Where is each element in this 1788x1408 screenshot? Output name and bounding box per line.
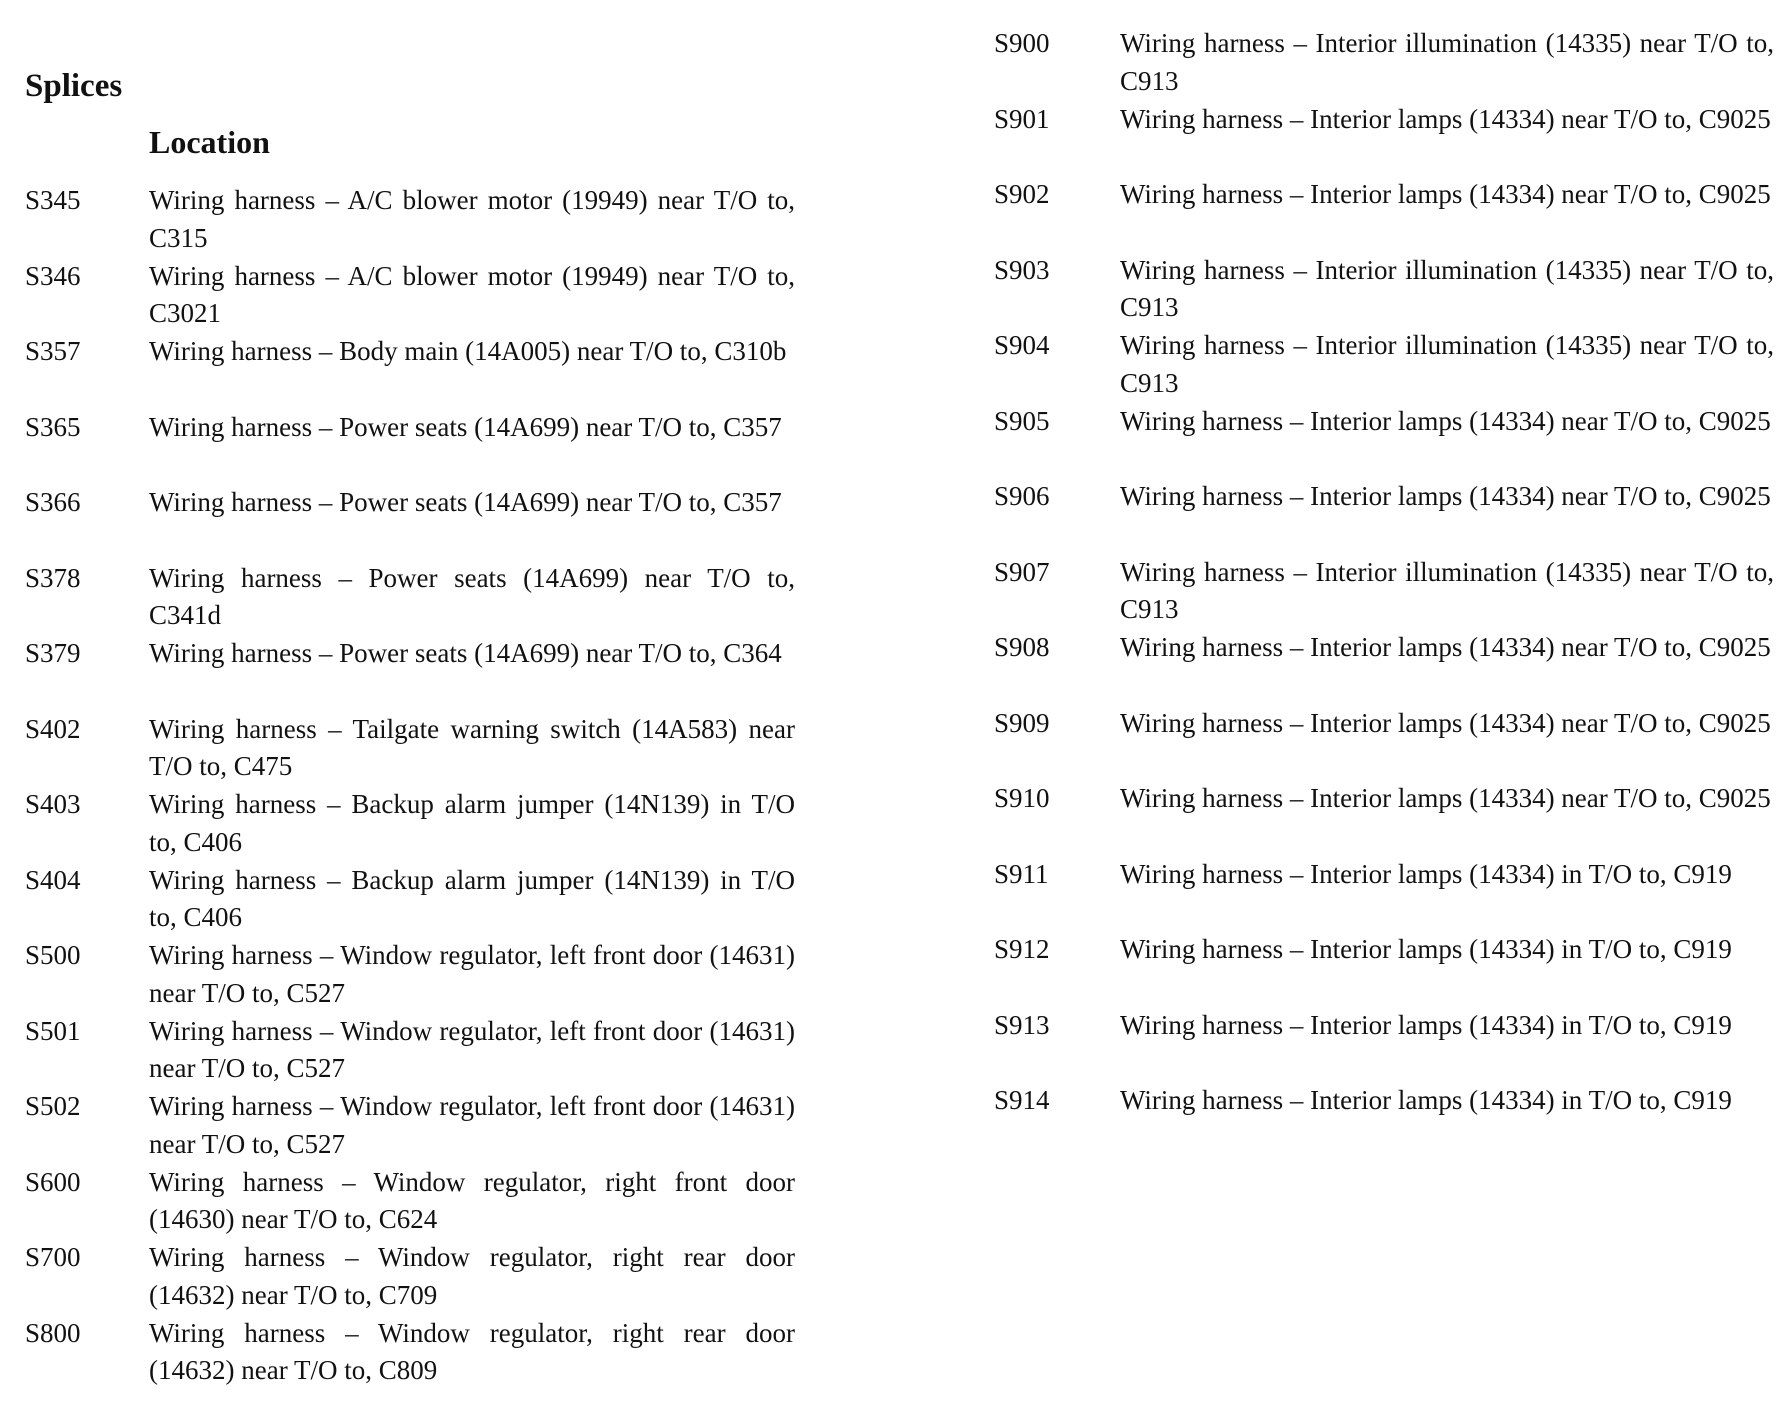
splice-entry — [994, 856, 1774, 932]
splice-entry — [25, 635, 795, 711]
splice-entry — [25, 409, 795, 485]
splice-id: S913 — [994, 1009, 1050, 1040]
splice-id: S345 — [25, 185, 81, 215]
splice-id: S905 — [994, 405, 1050, 436]
splice-location: Wiring harness – Interior lamps (14334) in T/O to, C919 — [1120, 934, 1732, 964]
splice-id: S379 — [25, 638, 81, 668]
splice-entry — [25, 1013, 795, 1089]
splice-entry — [25, 182, 795, 258]
splice-entry — [994, 629, 1774, 705]
splice-entry — [25, 1315, 795, 1391]
splice-id: S600 — [25, 1166, 81, 1197]
splice-entry — [25, 786, 795, 862]
splice-id: S902 — [994, 179, 1050, 209]
splice-id: S366 — [25, 487, 81, 517]
splice-location: Wiring harness – Window regulator, left front door (14631) near T/O to, C527 — [149, 1015, 795, 1084]
splice-entry — [25, 333, 795, 409]
splice-id: S402 — [25, 713, 81, 744]
splice-location: Wiring harness – A/C blower motor (19949) near T/O to, C3021 — [149, 260, 795, 329]
splice-location: Wiring harness – A/C blower motor (19949) near T/O to, C315 — [149, 185, 795, 253]
splice-entry — [994, 252, 1774, 328]
splice-entry — [994, 176, 1774, 252]
splice-list-right — [994, 25, 1774, 1158]
splice-location: Wiring harness – Interior lamps (14334) near T/O to, C9025 — [1120, 481, 1771, 511]
splice-id: S908 — [994, 632, 1050, 662]
splice-location: Wiring harness – Power seats (14A699) near T/O to, C357 — [149, 487, 782, 517]
splice-id: S901 — [994, 103, 1050, 134]
splice-location: Wiring harness – Backup alarm jumper (14N139) in T/O to, C406 — [149, 789, 795, 857]
splice-id: S914 — [994, 1085, 1050, 1115]
splice-id: S904 — [994, 330, 1050, 360]
splice-location: Wiring harness – Window regulator, right rear door (14632) near T/O to, C709 — [149, 1242, 795, 1310]
splice-entry — [25, 1088, 795, 1164]
splice-entry — [994, 403, 1774, 479]
splice-entry — [994, 780, 1774, 856]
splice-entry — [994, 327, 1774, 403]
splice-id: S357 — [25, 336, 81, 366]
splice-location: Wiring harness – Interior illumination (14335) near T/O to, C913 — [1120, 330, 1774, 398]
splice-list-left — [25, 182, 795, 1390]
splice-id: S912 — [994, 934, 1050, 964]
splice-id: S907 — [994, 556, 1050, 587]
splice-entry — [994, 705, 1774, 781]
splice-id: S910 — [994, 783, 1050, 813]
splice-id: S906 — [994, 481, 1050, 511]
splice-location: Wiring harness – Interior lamps (14334) in T/O to, C919 — [1120, 1085, 1732, 1115]
splice-id: S404 — [25, 864, 81, 895]
splice-entry — [25, 937, 795, 1013]
splice-id: S501 — [25, 1015, 81, 1046]
splice-location: Wiring harness – Power seats (14A699) near T/O to, C341d — [149, 562, 795, 631]
splice-location: Wiring harness – Window regulator, left front door (14631) near T/O to, C527 — [149, 940, 795, 1008]
splice-id: S365 — [25, 411, 81, 442]
splice-location: Wiring harness – Interior lamps (14334) near T/O to, C9025 — [1120, 632, 1771, 662]
splice-id: S403 — [25, 789, 81, 819]
location-column-header: Location — [149, 124, 270, 160]
splice-entry — [994, 101, 1774, 177]
splice-location: Wiring harness – Interior lamps (14334) in T/O to, C919 — [1120, 858, 1732, 889]
splice-id: S800 — [25, 1317, 81, 1348]
splice-id: S700 — [25, 1242, 81, 1272]
splice-id: S500 — [25, 940, 81, 970]
splice-entry — [25, 711, 795, 787]
splice-entry — [994, 554, 1774, 630]
splice-entry — [25, 560, 795, 636]
splice-location: Wiring harness – Interior illumination (14335) near T/O to, C913 — [1120, 28, 1774, 96]
splice-location: Wiring harness – Interior illumination (14335) near T/O to, C913 — [1120, 556, 1774, 625]
splice-entry — [994, 478, 1774, 554]
splice-id: S502 — [25, 1091, 81, 1121]
splice-entry — [25, 862, 795, 938]
splice-id: S378 — [25, 562, 81, 593]
splice-entry — [25, 1164, 795, 1240]
splice-entry — [994, 25, 1774, 101]
splice-location: Wiring harness – Interior lamps (14334) near T/O to, C9025 — [1120, 179, 1771, 209]
splice-location: Wiring harness – Interior lamps (14334) near T/O to, C9025 — [1120, 707, 1771, 738]
splice-location: Wiring harness – Interior lamps (14334) in T/O to, C919 — [1120, 1009, 1732, 1040]
splice-entry — [994, 931, 1774, 1007]
splice-location: Wiring harness – Power seats (14A699) near T/O to, C364 — [149, 638, 782, 668]
splice-location: Wiring harness – Tailgate warning switch (14A583) near T/O to, C475 — [149, 713, 795, 782]
splice-location: Wiring harness – Interior lamps (14334) near T/O to, C9025 — [1120, 405, 1771, 436]
splice-location: Wiring harness – Interior lamps (14334) near T/O to, C9025 — [1120, 103, 1771, 134]
splice-id: S911 — [994, 858, 1049, 889]
splice-entry — [25, 258, 795, 334]
splice-location: Wiring harness – Window regulator, right front door (14630) near T/O to, C624 — [149, 1166, 795, 1235]
splice-id: S900 — [994, 28, 1050, 58]
splice-id: S909 — [994, 707, 1050, 738]
splice-location: Wiring harness – Backup alarm jumper (14N139) in T/O to, C406 — [149, 864, 795, 933]
splice-location: Wiring harness – Window regulator, left front door (14631) near T/O to, C527 — [149, 1091, 795, 1159]
splice-location: Wiring harness – Body main (14A005) near T/O to, C310b — [149, 336, 787, 366]
splice-location: Wiring harness – Power seats (14A699) near T/O to, C357 — [149, 411, 782, 442]
splice-id: S903 — [994, 254, 1050, 285]
splice-location: Wiring harness – Interior lamps (14334) near T/O to, C9025 — [1120, 783, 1771, 813]
splice-entry — [25, 484, 795, 560]
section-title: Splices — [25, 68, 123, 104]
splice-entry — [25, 1239, 795, 1315]
splice-entry — [994, 1082, 1774, 1158]
splice-entry — [994, 1007, 1774, 1083]
splice-location: Wiring harness – Interior illumination (14335) near T/O to, C913 — [1120, 254, 1774, 323]
splice-id: S346 — [25, 260, 81, 291]
splice-location: Wiring harness – Window regulator, right rear door (14632) near T/O to, C809 — [149, 1317, 795, 1386]
